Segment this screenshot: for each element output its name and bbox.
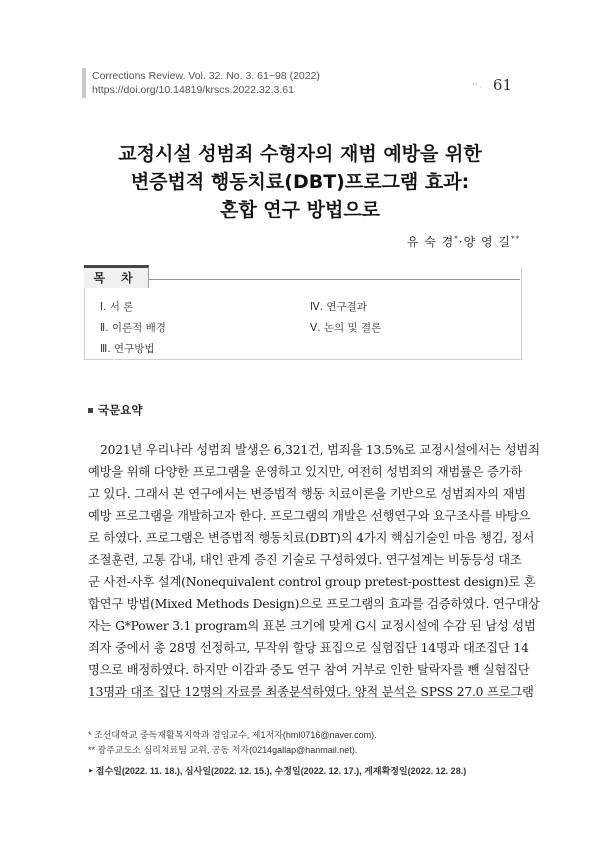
author-1: 유 숙 경: [406, 235, 455, 249]
abstract-line: 13명과 대조 집단 12명의 자료를 최종분석하였다. 양적 분석은 SPSS 27.0 프로그램: [88, 685, 534, 699]
abstract-line: 합연구 방법(Mixed Methods Design)으로 프로그램의 효과를 검증하였다. 연구대상: [88, 597, 540, 611]
toc-item-1[interactable]: Ⅰ. 서 론: [100, 301, 134, 313]
toc-item-3[interactable]: Ⅲ. 연구방법: [100, 343, 155, 355]
toc-divider: [148, 279, 520, 280]
author-2-mark: **: [511, 235, 520, 243]
abstract-line: 죄자 중에서 총 28명 선정하고, 무작위 할당 표집으로 실험집단 14명과 대조집단 14: [88, 641, 529, 655]
author-2: 양 영 길: [463, 235, 511, 249]
title-line-3: 혼합 연구 방법으로: [219, 199, 381, 221]
footnote-author-2: ** 광주교도소 심리치료팀 교위, 공동 저자(0214gallap@hanmail.net).: [88, 745, 358, 755]
toc-heading: 목 차: [84, 265, 149, 288]
abstract-line: 예방을 위해 다양한 프로그램을 운영하고 있지만, 여전히 성범죄의 재범률은 증가하: [88, 465, 523, 479]
abstract-line: 조절훈련, 고통 감내, 대인 관계 증진 기술로 구성하였다. 연구설계는 비동등성 대조: [88, 553, 522, 567]
author-1-mark: *: [454, 235, 459, 243]
toc-item-4[interactable]: Ⅳ. 연구결과: [310, 301, 367, 313]
abstract-line: 군 사전-사후 설계(Nonequivalent control group pretest-posttest design)로 혼: [88, 575, 536, 589]
toc-item-5[interactable]: Ⅴ. 논의 및 결론: [310, 322, 382, 334]
doi-link[interactable]: https://doi.org/10.14819/krscs.2022.32.3.61: [92, 84, 294, 96]
author-separator: ·: [458, 235, 464, 249]
square-bullet-icon: [88, 408, 93, 413]
footnote-author-1: * 조선대학교 중독재활복지학과 겸임교수, 제1저자(hml0716@naver.com).: [88, 730, 377, 740]
author-list: [407, 233, 520, 250]
title-line-1: 교정시설 성범죄 수형자의 재범 예방을 위한: [118, 143, 482, 165]
title-line-2: 변증법적 행동치료(DBT)프로그램 효과:: [130, 171, 470, 193]
journal-volume: Corrections Review. Vol. 32. No. 3. 61~98 (2022): [92, 70, 320, 82]
abstract-line: 2021년 우리나라 성범죄 발생은 6,321건, 범죄율 13.5%로 교정시설에서는 성범죄: [100, 443, 540, 457]
abstract-line: 명으로 배정하였다. 하지만 이감과 중도 연구 참여 거부로 인한 탈락자를 뺀 실험집단: [88, 663, 530, 677]
abstract-line: 고 있다. 그래서 본 연구에서는 변증법적 행동 치료이론을 기반으로 성범죄자의 재범: [88, 487, 526, 501]
toc-item-2[interactable]: Ⅱ. 이론적 배경: [100, 322, 166, 334]
journal-accent-bar: [82, 68, 86, 98]
abstract-heading: [88, 402, 142, 418]
page-marker: ᄁ ·: [470, 84, 482, 91]
paper-title: [60, 140, 540, 224]
footnote-divider: [88, 697, 518, 698]
footnote-dates: ‣ 접수일(2022. 11. 18.), 심사일(2022. 12. 15.), 수정일(2022. 12. 17.), 게재확정일(2022. 12. 28.): [88, 766, 467, 776]
abstract-line: 자는 G*Power 3.1 program의 표본 크기에 맞게 G시 교정시설에 수감 된 남성 성범: [88, 619, 536, 633]
abstract-heading-label: 국문요약: [98, 403, 143, 417]
journal-citation: [92, 69, 320, 97]
abstract-line: 예방 프로그램을 개발하고자 한다. 프로그램의 개발은 선행연구와 요구조사를 바탕으: [88, 509, 531, 523]
page-number: 61: [492, 76, 512, 94]
abstract-line: 로 하였다. 프로그램은 변증법적 행동치료(DBT)의 4가지 핵심기술인 마음 챙김, 정서: [88, 531, 535, 545]
